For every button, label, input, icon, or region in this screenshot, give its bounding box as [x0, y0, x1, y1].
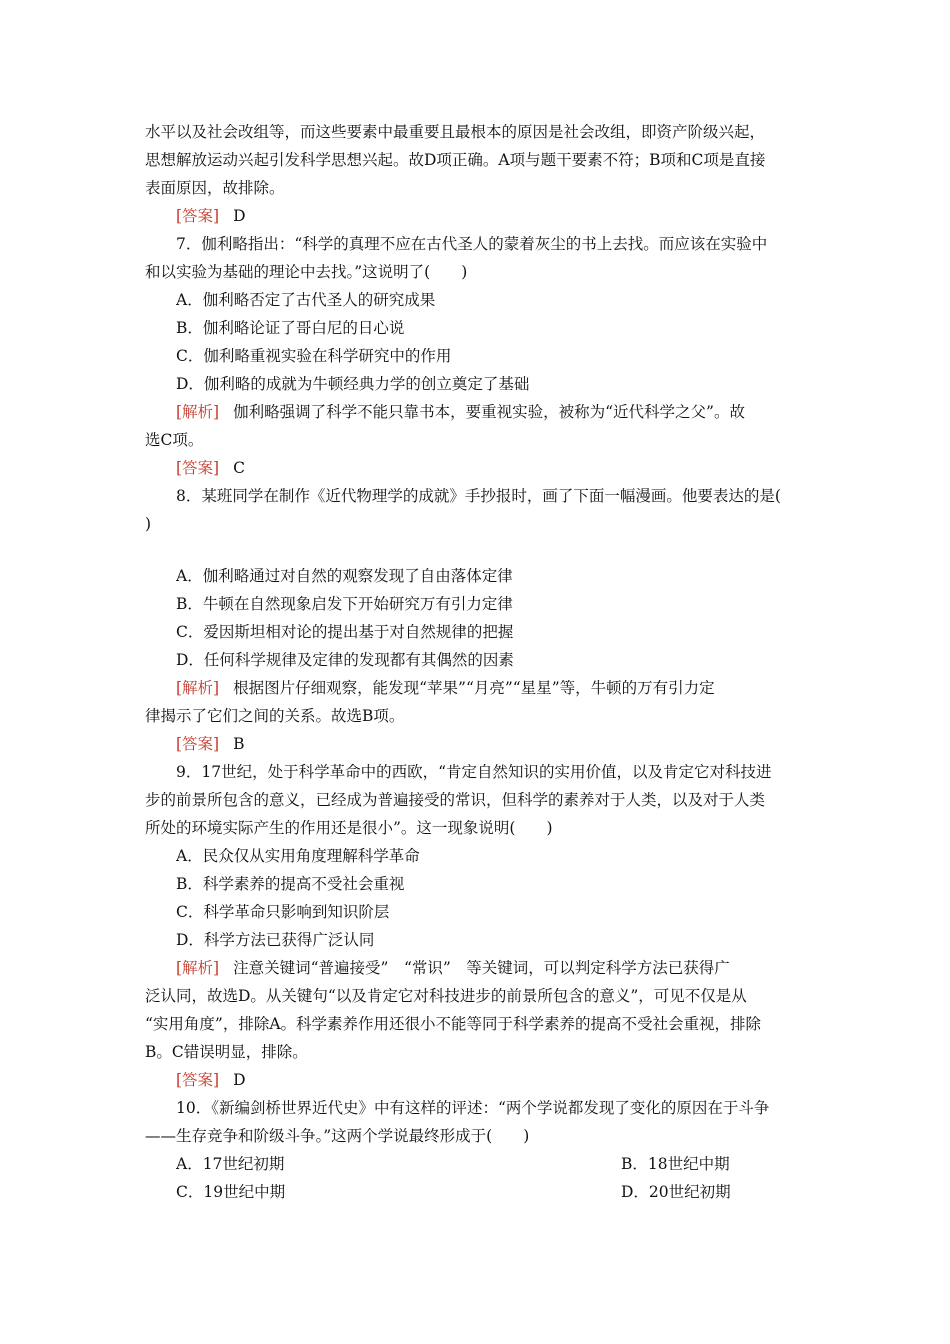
answer-tag: [答案] — [176, 735, 220, 753]
option-b: B．牛顿在自然现象启发下开始研究万有引力定律 — [176, 595, 513, 613]
answer-tag: [答案] — [176, 207, 220, 225]
option-d: D．20世纪初期 — [621, 1183, 731, 1201]
analysis-line — [176, 398, 807, 426]
question-9: 9．17世纪，处于科学革命中的西欧，“肯定自然知识的实用价值，以及肯定它对科技进 — [176, 763, 772, 781]
answer-value: D — [233, 1071, 246, 1089]
analysis-tag: [解析] — [176, 679, 220, 697]
option-b: B．科学素养的提高不受社会重视 — [176, 875, 405, 893]
answer-value: B — [233, 735, 245, 753]
question-10-cont: ——生存竞争和阶级斗争。”这两个学说最终形成于( ) — [145, 1127, 530, 1145]
analysis-cont: 泛认同，故选D。从关键句“以及肯定它对科技进步的前景所包含的意义”，可见不仅是从 — [145, 987, 747, 1005]
analysis-cont: 律揭示了它们之间的关系。故选B项。 — [145, 707, 405, 725]
question-8: 8．某班同学在制作《近代物理学的成就》手抄报时，画了下面一幅漫画。他要表达的是( — [176, 487, 781, 505]
question-7-cont: 和以实验为基础的理论中去找。”这说明了( ) — [145, 263, 468, 281]
question-8-cont: ) — [145, 515, 152, 533]
answer-tag: [答案] — [176, 1071, 220, 1089]
analysis-line — [176, 674, 807, 702]
question-9-cont: 步的前景所包含的意义，已经成为普遍接受的常识，但科学的素养对于人类，以及对于人类 — [145, 791, 766, 809]
option-c: C．爱因斯坦相对论的提出基于对自然规律的把握 — [176, 623, 514, 641]
analysis-text: 伽利略强调了科学不能只靠书本，要重视实验，被称为“近代科学之父”。故 — [233, 403, 745, 421]
analysis-text: 注意关键词“普遍接受” “常识” 等关键词，可以判定科学方法已获得广 — [233, 959, 730, 977]
question-10: 10．《新编剑桥世界近代史》中有这样的评述：“两个学说都发现了变化的原因在于斗争 — [176, 1099, 770, 1117]
option-row — [176, 1178, 807, 1206]
option-a: A．民众仅从实用角度理解科学革命 — [176, 847, 420, 865]
answer-line — [176, 202, 807, 230]
analysis-cont: “实用角度”，排除A。科学素养作用还很小不能等同于科学素养的提高不受社会重视，排除 — [145, 1015, 762, 1033]
option-row — [176, 1150, 807, 1178]
paragraph-line: 水平以及社会改组等，而这些要素中最重要且最根本的原因是社会改组，即资产阶级兴起， — [145, 123, 766, 141]
option-b: B．伽利略论证了哥白尼的日心说 — [176, 319, 405, 337]
analysis-cont: B。C错误明显，排除。 — [145, 1043, 308, 1061]
paragraph-line: 表面原因，故排除。 — [145, 179, 285, 197]
option-d: D．伽利略的成就为牛顿经典力学的创立奠定了基础 — [176, 375, 530, 393]
option-a: A．伽利略否定了古代圣人的研究成果 — [176, 291, 436, 309]
question-7: 7．伽利略指出：“科学的真理不应在古代圣人的蒙着灰尘的书上去找。而应该在实验中 — [176, 235, 768, 253]
answer-line — [176, 730, 807, 758]
analysis-cont: 选C项。 — [145, 431, 204, 449]
answer-line — [176, 454, 807, 482]
answer-line — [176, 1066, 807, 1094]
option-d: D．任何科学规律及定律的发现都有其偶然的因素 — [176, 651, 514, 669]
option-d: D．科学方法已获得广泛认同 — [176, 931, 375, 949]
analysis-text: 根据图片仔细观察，能发现“苹果”“月亮”“星星”等，牛顿的万有引力定 — [233, 679, 715, 697]
analysis-line — [176, 954, 807, 982]
analysis-tag: [解析] — [176, 959, 220, 977]
option-c: C．科学革命只影响到知识阶层 — [176, 903, 390, 921]
option-a: A．伽利略通过对自然的观察发现了自由落体定律 — [176, 567, 513, 585]
answer-tag: [答案] — [176, 459, 220, 477]
option-b: B．18世纪中期 — [621, 1155, 730, 1173]
option-a: A．17世纪初期 — [176, 1155, 285, 1173]
option-c: C．伽利略重视实验在科学研究中的作用 — [176, 347, 452, 365]
paragraph-line: 思想解放运动兴起引发科学思想兴起。故D项正确。A项与题干要素不符；B项和C项是直接 — [145, 151, 766, 169]
question-9-cont: 所处的环境实际产生的作用还是很小”。这一现象说明( ) — [145, 819, 553, 837]
answer-value: C — [233, 459, 245, 477]
analysis-tag: [解析] — [176, 403, 220, 421]
option-c: C．19世纪中期 — [176, 1183, 286, 1201]
answer-value: D — [233, 207, 246, 225]
